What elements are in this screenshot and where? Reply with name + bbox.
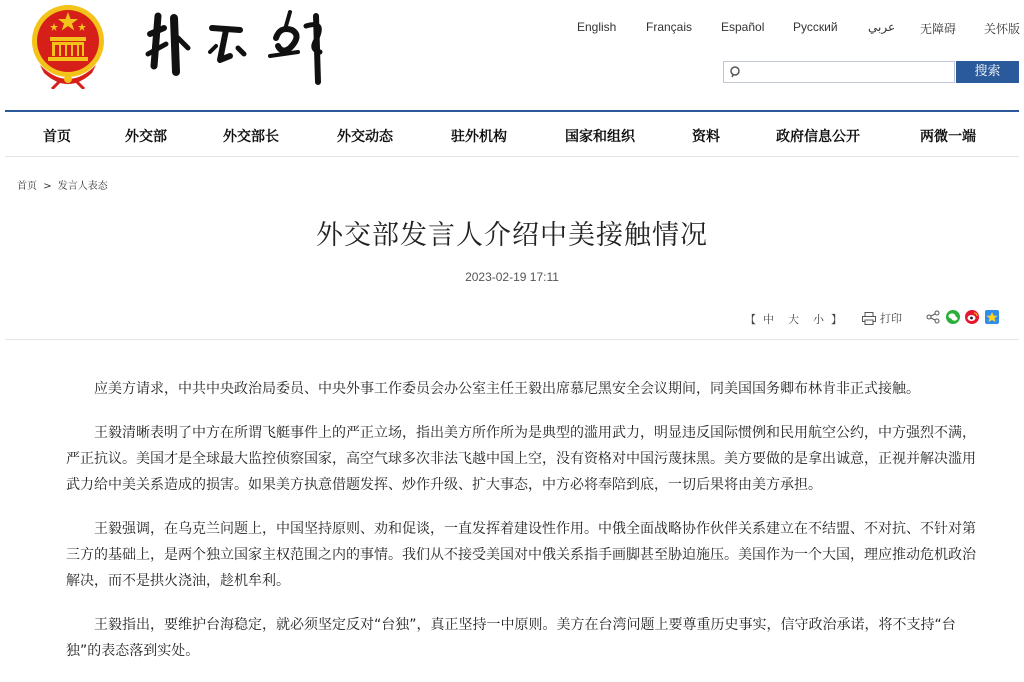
font-size-bracket-close: 】 — [831, 313, 842, 326]
article-body — [66, 376, 986, 682]
mfa-calligraphy-logo[interactable] — [140, 6, 340, 86]
main-nav — [5, 112, 1019, 157]
elderly-care-mode-link[interactable]: 关怀版 — [984, 22, 1021, 36]
article-paragraph: 王毅清晰表明了中方在所谓飞艇事件上的严正立场，指出美方所作所为是典型的滥用武力，明显违反国际惯例和民用航空公约，中方强烈不满，严正抗议。美国才是全球最大监控侦察国家，高空气球多次非法飞越中国上空，没有资格对中国污蔑抹黑。美方要做的是拿出诚意，正视并解决滥用武力给中美关系造成的损害。如果美方执意借题发挥、炒作升级、扩大事态，中方必将奉陪到底，一切后果将由美方承担。 — [66, 425, 976, 493]
nav-item-diplomatic-news[interactable]: 外交动态 — [337, 129, 393, 145]
nav-item-countries-orgs[interactable]: 国家和组织 — [565, 129, 635, 145]
article-paragraph: 王毅强调，在乌克兰问题上，中国坚持原则、劝和促谈，一直发挥着建设性作用。中俄全面战略协作伙伴关系建立在不结盟、不对抗、不针对第三方的基础上，是两个独立国家主权范围之内的事情。我们从不接受美国对中俄关系指手画脚甚至胁迫施压。美国作为一个大国，理应推动危机政治解决，而不是拱火浇油，趁机牟利。 — [66, 521, 976, 589]
font-size-large-button[interactable]: 中 — [763, 313, 774, 326]
font-size-bracket-open: 【 — [745, 313, 756, 326]
share-bar — [926, 310, 1001, 327]
accessibility-link[interactable]: 无障碍 — [920, 22, 957, 36]
breadcrumb — [17, 177, 108, 192]
article-paragraph: 应美方请求，中共中央政治局委员、中央外事工作委员会办公室主任王毅出席慕尼黑安全会议期间，同美国国务卿布林肯非正式接触。 — [66, 381, 920, 397]
national-emblem-icon[interactable] — [30, 3, 106, 89]
search-input[interactable] — [748, 63, 952, 83]
nav-item-mfa[interactable]: 外交部 — [125, 129, 167, 145]
lang-english-link[interactable]: English — [577, 20, 617, 34]
nav-item-missions-abroad[interactable]: 驻外机构 — [451, 129, 507, 145]
breadcrumb-home-link[interactable]: 首页 — [17, 181, 37, 192]
breadcrumb-current-link[interactable]: 发言人表态 — [57, 181, 108, 192]
lang-french-link[interactable]: Français — [646, 20, 693, 34]
share-icon[interactable] — [926, 310, 940, 327]
search-button[interactable]: 搜索 — [956, 61, 1019, 83]
search-icon — [729, 65, 743, 79]
lang-spanish-link[interactable]: Español — [721, 20, 765, 34]
lang-arabic-link[interactable]: عربي — [868, 20, 896, 34]
print-button[interactable] — [862, 310, 902, 326]
nav-item-gov-info[interactable]: 政府信息公开 — [776, 129, 860, 145]
publish-date: 2023-02-19 17:11 — [465, 270, 559, 284]
breadcrumb-separator: > — [43, 181, 52, 192]
page-title: 外交部发言人介绍中美接触情况 — [316, 220, 708, 251]
article-tools — [0, 310, 1024, 328]
nav-item-social[interactable]: 两微一端 — [920, 129, 976, 145]
nav-item-minister[interactable]: 外交部长 — [223, 129, 279, 145]
print-label: 打印 — [880, 312, 902, 325]
font-size-controls — [745, 311, 842, 327]
printer-icon — [862, 312, 876, 325]
article-paragraph: 王毅指出，要维护台海稳定，就必须坚定反对“台独”，真正坚持一中原则。美方在台湾问题上要尊重历史事实，信守政治承诺，将不支持“台独”的表态落到实处。 — [66, 617, 956, 659]
nav-item-home[interactable]: 首页 — [43, 129, 71, 145]
font-size-medium-button[interactable]: 大 — [788, 313, 799, 326]
qzone-icon[interactable] — [985, 310, 999, 327]
site-header — [0, 0, 1024, 112]
tools-divider — [5, 339, 1019, 340]
nav-item-resources[interactable]: 资料 — [692, 129, 720, 145]
weibo-icon[interactable] — [965, 310, 979, 327]
search-box — [723, 61, 955, 83]
language-bar — [0, 20, 1024, 38]
lang-russian-link[interactable]: Русский — [793, 20, 838, 34]
font-size-small-button[interactable]: 小 — [813, 313, 824, 326]
wechat-icon[interactable] — [946, 310, 960, 327]
